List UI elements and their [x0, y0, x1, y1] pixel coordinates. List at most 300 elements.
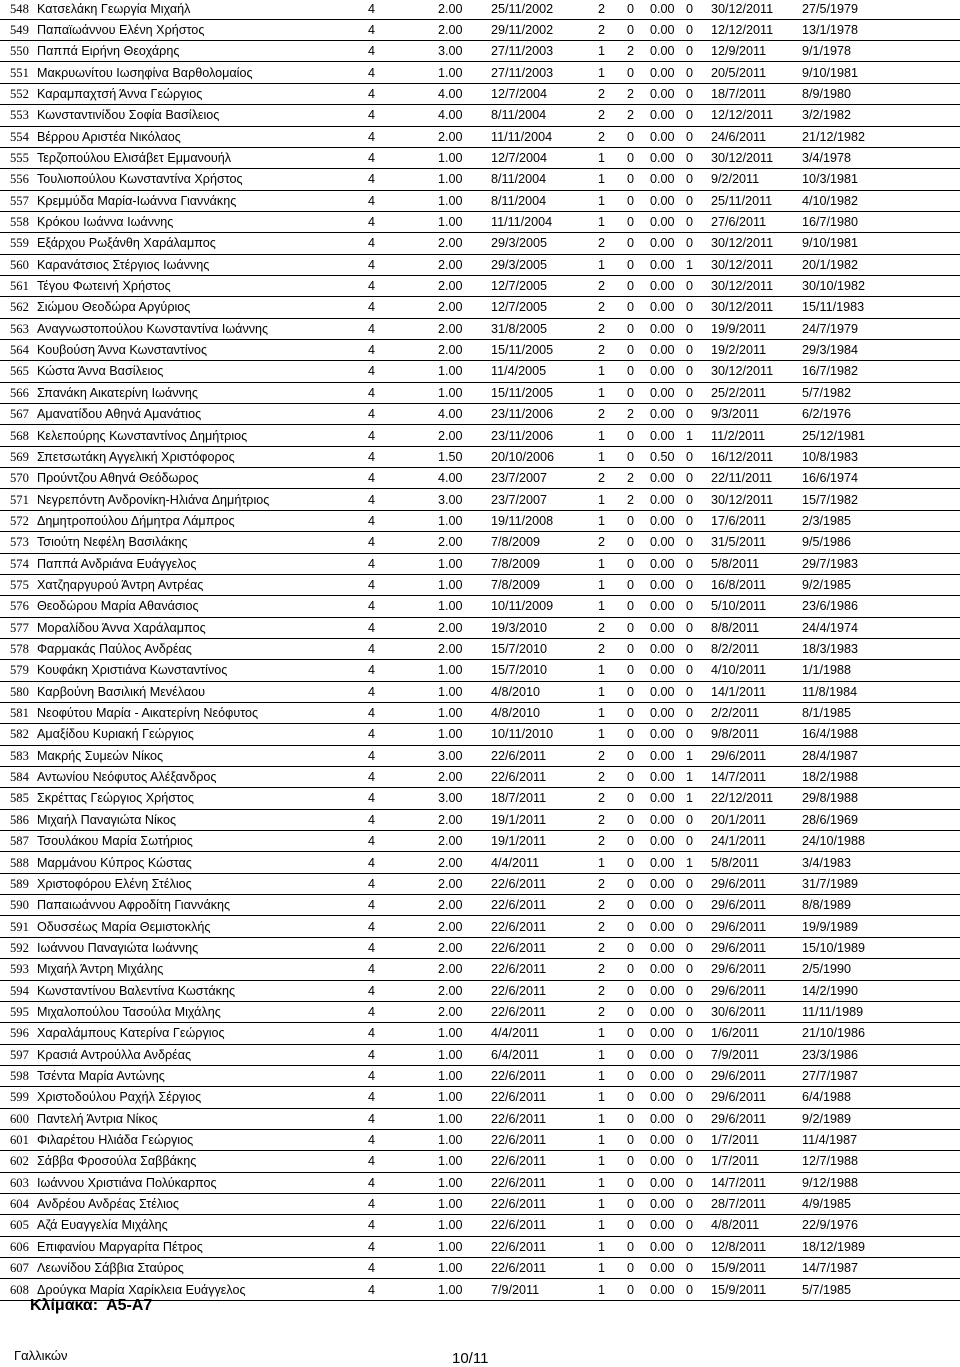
col-extra: 0 [627, 364, 635, 379]
col-extra: 0 [627, 321, 635, 336]
birth-date: 9/10/1981 [802, 236, 859, 251]
service-date: 2/2/2011 [711, 706, 760, 721]
col-flag: 0 [686, 556, 694, 571]
row-number: 558 [10, 215, 29, 229]
col-years: 1 [598, 65, 606, 80]
col-extra: 0 [627, 812, 635, 827]
appointment-date: 7/8/2009 [491, 556, 541, 571]
col-bonus: 0.00 [650, 556, 675, 571]
col-bonus: 0.00 [650, 577, 675, 592]
service-date: 12/8/2011 [711, 1239, 767, 1254]
points: 2.00 [438, 300, 463, 315]
col-flag: 0 [686, 812, 694, 827]
col-bonus: 0.00 [650, 279, 675, 294]
col-bonus: 0.00 [650, 1, 675, 16]
col-years: 2 [598, 919, 606, 934]
birth-date: 23/3/1986 [802, 1047, 859, 1062]
birth-date: 25/12/1981 [802, 428, 866, 443]
appointment-date: 31/8/2005 [491, 321, 548, 336]
points: 1.00 [438, 1111, 463, 1126]
birth-date: 14/2/1990 [802, 983, 859, 998]
col-sector: 4 [368, 1282, 376, 1297]
col-flag: 0 [686, 108, 694, 123]
row-number: 595 [10, 1004, 29, 1019]
col-years: 2 [598, 898, 606, 913]
col-sector: 4 [368, 471, 376, 486]
row-number: 569 [10, 449, 29, 464]
col-years: 1 [598, 513, 606, 528]
full-name: Φιλαρέτου Ηλιάδα Γεώργιος [37, 1133, 194, 1148]
appointment-date: 22/6/2011 [491, 1111, 547, 1126]
birth-date: 1/1/1988 [802, 663, 852, 678]
birth-date: 5/7/1982 [802, 385, 852, 400]
service-date: 24/6/2011 [711, 129, 767, 144]
birth-date: 4/9/1985 [802, 1197, 852, 1212]
birth-date: 27/5/1979 [802, 1, 859, 16]
col-extra: 0 [627, 663, 635, 678]
row-number: 587 [10, 834, 29, 849]
table-row [0, 1194, 960, 1215]
table-row [0, 874, 960, 895]
col-flag: 0 [686, 1175, 694, 1190]
full-name: Κωνσταντίνου Βαλεντίνα Κωστάκης [37, 983, 236, 998]
birth-date: 16/6/1974 [802, 471, 859, 486]
col-flag: 0 [686, 364, 694, 379]
table-row [0, 660, 960, 681]
col-extra: 0 [627, 1197, 635, 1212]
table-row [0, 746, 960, 767]
col-years: 1 [598, 577, 606, 592]
birth-date: 16/7/1980 [802, 215, 859, 229]
appointment-date: 23/11/2006 [491, 428, 554, 443]
table-row [0, 724, 960, 745]
points: 2.00 [438, 855, 463, 870]
row-number: 552 [10, 86, 29, 101]
col-bonus: 0.00 [650, 193, 675, 208]
col-extra: 0 [627, 962, 635, 977]
birth-date: 3/4/1983 [802, 855, 852, 870]
appointment-date: 22/6/2011 [491, 1133, 547, 1148]
col-extra: 0 [627, 535, 635, 550]
col-extra: 0 [627, 236, 635, 251]
birth-date: 12/7/1988 [802, 1154, 859, 1169]
table-row [0, 1087, 960, 1108]
row-number: 607 [10, 1261, 29, 1276]
row-number: 583 [10, 748, 29, 763]
col-years: 1 [598, 215, 606, 229]
service-date: 29/6/2011 [711, 876, 767, 891]
col-bonus: 0.00 [650, 300, 675, 315]
birth-date: 15/11/1983 [802, 300, 865, 315]
service-date: 19/9/2011 [711, 321, 767, 336]
full-name: Παππά Ειρήνη Θεοχάρης [37, 44, 180, 59]
col-sector: 4 [368, 193, 376, 208]
full-name: Αντωνίου Νεόφυτος Αλέξανδρος [37, 770, 217, 785]
col-years: 1 [598, 1218, 606, 1233]
scale-label: Κλίμακα: [30, 1297, 99, 1314]
table-row [0, 212, 960, 233]
col-flag: 0 [686, 279, 694, 294]
table-row [0, 1173, 960, 1194]
col-sector: 4 [368, 236, 376, 251]
col-flag: 0 [686, 940, 694, 955]
birth-date: 27/7/1987 [802, 1069, 859, 1083]
row-number: 559 [10, 236, 29, 251]
col-flag: 0 [686, 1261, 694, 1276]
service-date: 28/7/2011 [711, 1197, 767, 1212]
col-sector: 4 [368, 1239, 376, 1254]
row-number: 575 [10, 577, 29, 592]
col-extra: 0 [627, 193, 635, 208]
full-name: Μιχαήλ Άντρη Μιχάλης [37, 962, 164, 977]
appointment-date: 19/11/2008 [491, 513, 554, 528]
appointment-date: 4/8/2010 [491, 706, 541, 721]
birth-date: 10/3/1981 [802, 172, 859, 187]
col-years: 2 [598, 22, 606, 37]
full-name: Καρβούνη Βασιλική Μενέλαου [37, 684, 206, 699]
col-extra: 0 [627, 1026, 635, 1041]
full-name: Κελεπούρης Κωνσταντίνος Δημήτριος [37, 428, 248, 443]
col-years: 1 [598, 385, 606, 400]
service-date: 16/8/2011 [711, 577, 767, 592]
appointment-date: 22/6/2011 [491, 1175, 547, 1190]
col-years: 1 [598, 599, 606, 614]
table-row [0, 1066, 960, 1087]
points: 2.00 [438, 343, 463, 358]
points: 1.00 [438, 65, 463, 80]
full-name: Τσέντα Μαρία Αντώνης [37, 1069, 165, 1083]
appointment-date: 12/7/2005 [491, 279, 548, 294]
col-extra: 0 [627, 172, 635, 187]
col-sector: 4 [368, 1218, 376, 1233]
full-name: Κώστα Άννα Βασίλειος [37, 364, 164, 379]
birth-date: 29/3/1984 [802, 343, 859, 358]
col-years: 1 [598, 449, 606, 464]
points: 1.00 [438, 150, 463, 165]
col-sector: 4 [368, 620, 376, 635]
row-number: 608 [10, 1282, 29, 1297]
col-extra: 0 [627, 1047, 635, 1062]
col-bonus: 0.00 [650, 663, 675, 678]
full-name: Παντελή Άντρια Νίκος [37, 1111, 158, 1126]
col-flag: 0 [686, 492, 694, 507]
table-row [0, 383, 960, 404]
col-flag: 1 [686, 428, 694, 443]
row-number: 572 [10, 513, 29, 528]
birth-date: 3/2/1982 [802, 108, 852, 123]
appointment-date: 8/11/2004 [491, 193, 547, 208]
row-number: 590 [10, 898, 29, 913]
col-extra: 0 [627, 449, 635, 464]
points: 3.00 [438, 748, 463, 763]
appointment-date: 12/7/2005 [491, 300, 548, 315]
points: 2.00 [438, 770, 463, 785]
full-name: Κρόκου Ιωάννα Ιωάννης [37, 215, 174, 229]
col-sector: 4 [368, 215, 376, 229]
full-name: Ιωάννου Χριστιάνα Πολύκαρπος [37, 1175, 217, 1190]
full-name: Μακρυωνίτου Ιωσηφίνα Βαρθολομαίος [37, 65, 253, 80]
col-years: 2 [598, 471, 606, 486]
col-sector: 4 [368, 257, 376, 272]
full-name: Νεγρεπόντη Ανδρονίκη-Ηλιάνα Δημήτριος [37, 492, 270, 507]
birth-date: 24/10/1988 [802, 834, 866, 849]
row-number: 553 [10, 108, 29, 123]
birth-date: 28/4/1987 [802, 748, 859, 763]
appointment-date: 19/1/2011 [491, 834, 547, 849]
col-flag: 0 [686, 1047, 694, 1062]
col-sector: 4 [368, 1004, 376, 1019]
appointment-date: 10/11/2010 [491, 727, 554, 742]
col-sector: 4 [368, 300, 376, 315]
col-sector: 4 [368, 663, 376, 678]
row-number: 604 [10, 1197, 29, 1212]
col-extra: 0 [627, 834, 635, 849]
points: 1.00 [438, 1261, 463, 1276]
birth-date: 18/3/1983 [802, 642, 859, 656]
birth-date: 18/2/1988 [802, 770, 859, 785]
table-row [0, 319, 960, 340]
scale-line [30, 1297, 152, 1315]
table-row [0, 340, 960, 361]
col-years: 1 [598, 193, 606, 208]
full-name: Μιχαλοπούλου Τασούλα Μιχάλης [37, 1004, 221, 1019]
col-years: 1 [598, 706, 606, 721]
service-date: 14/7/2011 [711, 1175, 767, 1190]
col-bonus: 0.00 [650, 962, 675, 977]
appointment-date: 4/4/2011 [491, 1026, 540, 1041]
service-date: 12/9/2011 [711, 44, 767, 59]
col-flag: 0 [686, 44, 694, 59]
full-name: Τερζοπούλου Ελισάβετ Εμμανουήλ [37, 150, 232, 165]
row-number: 549 [10, 22, 29, 37]
points: 2.00 [438, 279, 463, 294]
points: 1.00 [438, 663, 463, 678]
row-number: 600 [10, 1111, 29, 1126]
col-flag: 0 [686, 321, 694, 336]
row-number: 577 [10, 620, 29, 635]
points: 2.00 [438, 428, 463, 443]
col-years: 1 [598, 172, 606, 187]
col-extra: 2 [627, 407, 635, 422]
row-number: 580 [10, 684, 29, 699]
col-years: 1 [598, 1026, 606, 1041]
row-number: 564 [10, 343, 29, 358]
full-name: Παπαϊωάννου Ελένη Χρήστος [37, 22, 205, 37]
table-row [0, 682, 960, 703]
col-extra: 0 [627, 1133, 635, 1148]
appointment-date: 7/8/2009 [491, 577, 541, 592]
col-years: 1 [598, 1069, 606, 1083]
table-row [0, 639, 960, 660]
table-row [0, 596, 960, 617]
full-name: Αναγνωστοπούλου Κωνσταντίνα Ιωάννης [37, 321, 269, 336]
table-row [0, 1130, 960, 1151]
col-flag: 0 [686, 1218, 694, 1233]
service-date: 29/6/2011 [711, 1090, 767, 1105]
col-extra: 0 [627, 1154, 635, 1169]
table-row [0, 981, 960, 1002]
full-name: Κρασιά Αντρούλλα Ανδρέας [37, 1047, 192, 1062]
col-bonus: 0.00 [650, 86, 675, 101]
table-row [0, 1237, 960, 1258]
table-row [0, 532, 960, 553]
table-row [0, 404, 960, 425]
col-years: 1 [598, 1111, 606, 1126]
col-extra: 0 [627, 791, 635, 806]
points: 1.00 [438, 1026, 463, 1041]
table-row [0, 895, 960, 916]
row-number: 591 [10, 919, 29, 934]
birth-date: 9/10/1981 [802, 65, 859, 80]
col-extra: 0 [627, 983, 635, 998]
row-number: 601 [10, 1133, 29, 1148]
service-date: 25/11/2011 [711, 193, 773, 208]
table-row [0, 490, 960, 511]
col-years: 1 [598, 556, 606, 571]
service-date: 8/8/2011 [711, 620, 760, 635]
birth-date: 9/2/1985 [802, 577, 852, 592]
appointment-date: 12/7/2004 [491, 86, 548, 101]
table-row [0, 575, 960, 596]
col-years: 1 [598, 1090, 606, 1105]
col-years: 2 [598, 1004, 606, 1019]
col-flag: 0 [686, 898, 694, 913]
full-name: Αμανατίδου Αθηνά Αμανάτιος [37, 407, 202, 422]
table-row [0, 511, 960, 532]
full-name: Χατζηαργυρού Άντρη Αντρέας [37, 577, 204, 592]
row-number: 594 [10, 983, 29, 998]
points: 2.00 [438, 257, 463, 272]
service-date: 16/12/2011 [711, 449, 774, 464]
row-number: 579 [10, 663, 29, 678]
table-row [0, 1109, 960, 1130]
col-years: 2 [598, 1, 606, 16]
full-name: Αμαξίδου Κυριακή Γεώργιος [37, 727, 194, 742]
service-date: 5/10/2011 [711, 599, 767, 614]
col-bonus: 0.00 [650, 620, 675, 635]
full-name: Τσουλάκου Μαρία Σωτήριος [37, 834, 193, 849]
table-row [0, 938, 960, 959]
col-sector: 4 [368, 343, 376, 358]
row-number: 598 [10, 1069, 29, 1083]
col-flag: 0 [686, 513, 694, 528]
row-number: 605 [10, 1218, 29, 1233]
col-extra: 0 [627, 556, 635, 571]
birth-date: 16/7/1982 [802, 364, 859, 379]
birth-date: 2/5/1990 [802, 962, 852, 977]
full-name: Σπετσωτάκη Αγγελική Χριστόφορος [37, 449, 235, 464]
appointment-date: 22/6/2011 [491, 1090, 547, 1105]
service-date: 14/7/2011 [711, 770, 767, 785]
birth-date: 29/8/1988 [802, 791, 859, 806]
col-sector: 4 [368, 1111, 376, 1126]
row-number: 592 [10, 940, 29, 955]
col-sector: 4 [368, 940, 376, 955]
full-name: Μιχαήλ Παναγιώτα Νίκος [37, 812, 177, 827]
col-sector: 4 [368, 44, 376, 59]
col-flag: 1 [686, 748, 694, 763]
full-name: Χριστοδούλου Ραχήλ Σέργιος [37, 1090, 202, 1105]
row-number: 560 [10, 257, 29, 272]
table-row [0, 917, 960, 938]
col-flag: 0 [686, 663, 694, 678]
col-years: 1 [598, 1261, 606, 1276]
col-sector: 4 [368, 983, 376, 998]
col-bonus: 0.00 [650, 1047, 675, 1062]
col-sector: 4 [368, 1069, 376, 1083]
service-date: 22/11/2011 [711, 471, 773, 486]
col-years: 1 [598, 684, 606, 699]
table-row [0, 0, 960, 20]
table-row [0, 148, 960, 169]
points: 2.00 [438, 983, 463, 998]
appointment-date: 20/10/2006 [491, 449, 555, 464]
service-date: 12/12/2011 [711, 22, 774, 37]
table-row [0, 276, 960, 297]
col-extra: 0 [627, 1175, 635, 1190]
service-date: 4/10/2011 [711, 663, 767, 678]
full-name: Τουλιοπούλου Κωνσταντίνα Χρήστος [37, 172, 243, 187]
birth-date: 22/9/1976 [802, 1218, 859, 1233]
birth-date: 10/8/1983 [802, 449, 859, 464]
col-bonus: 0.50 [650, 449, 675, 464]
table-row [0, 831, 960, 852]
points: 1.00 [438, 706, 463, 721]
col-sector: 4 [368, 706, 376, 721]
points: 1.00 [438, 513, 463, 528]
appointment-date: 29/3/2005 [491, 257, 548, 272]
full-name: Καραμπαχτσή Άννα Γεώργιος [37, 86, 203, 101]
col-sector: 4 [368, 1, 376, 16]
service-date: 29/6/2011 [711, 962, 767, 977]
col-sector: 4 [368, 1090, 376, 1105]
points: 2.00 [438, 898, 463, 913]
col-bonus: 0.00 [650, 215, 675, 229]
service-date: 1/6/2011 [711, 1026, 760, 1041]
service-date: 14/1/2011 [711, 684, 767, 699]
col-bonus: 0.00 [650, 471, 675, 486]
col-years: 1 [598, 1047, 606, 1062]
row-number: 603 [10, 1175, 29, 1190]
points: 1.00 [438, 727, 463, 742]
appointment-date: 22/6/2011 [491, 1218, 547, 1233]
points: 1.00 [438, 1069, 463, 1083]
birth-date: 24/7/1979 [802, 321, 859, 336]
full-name: Μοραλίδου Άννα Χαράλαμπος [37, 620, 206, 635]
row-number: 566 [10, 385, 29, 400]
col-sector: 4 [368, 1026, 376, 1041]
birth-date: 20/1/1982 [802, 257, 859, 272]
col-bonus: 0.00 [650, 1090, 675, 1105]
col-bonus: 0.00 [650, 1218, 675, 1233]
col-flag: 1 [686, 855, 694, 870]
row-number: 548 [10, 1, 29, 16]
appointment-date: 29/3/2005 [491, 236, 548, 251]
col-years: 2 [598, 962, 606, 977]
col-years: 1 [598, 663, 606, 678]
col-years: 1 [598, 727, 606, 742]
col-extra: 0 [627, 1, 635, 16]
col-years: 2 [598, 321, 606, 336]
points: 2.00 [438, 876, 463, 891]
full-name: Νεοφύτου Μαρία - Αικατερίνη Νεόφυτος [37, 706, 259, 721]
col-years: 2 [598, 770, 606, 785]
row-number: 597 [10, 1047, 29, 1062]
col-flag: 0 [686, 65, 694, 80]
appointment-date: 22/6/2011 [491, 1004, 547, 1019]
service-date: 27/6/2011 [711, 215, 767, 229]
points: 1.00 [438, 1047, 463, 1062]
